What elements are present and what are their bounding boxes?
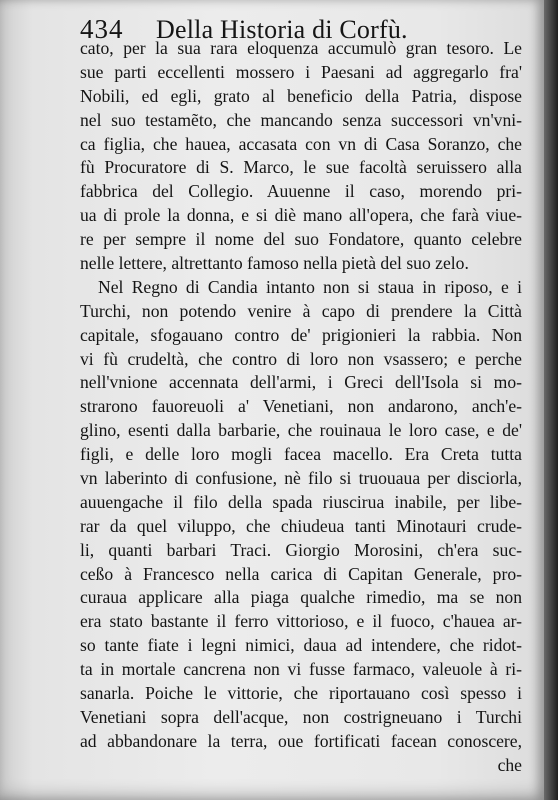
text-line: figli, e delle loro mogli facea macello. Era Creta tutta	[80, 444, 522, 465]
text-line: so tante fiate i legni nimici, daua ad intendere, che ridot-	[80, 635, 522, 656]
text-line: era stato bastante il ferro vittorioso, e il fuoco, c'hauea ar-	[80, 611, 522, 632]
text-line: sanarla. Poiche le vittorie, che riportauano così spesso i	[80, 683, 522, 704]
text-line: nel suo testamẽto, che mancando senza successori vn'vni-	[80, 109, 522, 130]
text-line: capitale, sfogauano contro de' prigionieri la rabbia. Non	[80, 324, 522, 345]
text-line: ca figlia, che hauea, accasata con vn di Casa Soranzo, che	[80, 133, 522, 154]
paragraph-1	[80, 37, 522, 276]
text-line: sue parti eccellenti mossero i Paesani ad aggregarlo fra'	[80, 61, 522, 82]
catchword: che	[497, 754, 522, 775]
text-line: ad abbandonare la terra, oue fortificati facean conoscere,	[80, 730, 522, 751]
text-line: rar da quel viluppo, che chiudeua tanti Minotauri crude-	[80, 515, 522, 536]
text-line: ceßo à Francesco nella carica di Capitan Generale, pro-	[80, 563, 522, 584]
text-line: ua di prole la donna, e si diè mano all'opera, che farà viue-	[80, 205, 522, 226]
text-line: cato, per la sua rara eloquenza accumulò gran tesoro. Le	[80, 38, 522, 58]
text-line: vi fù crudeltà, che contro di loro non vsassero; e perche	[80, 348, 522, 369]
text-line: fabbrica del Collegio. Auuenne il caso, morendo pri-	[80, 181, 522, 202]
text-line: curaua applicare alla piaga qualche rimedio, ma se non	[80, 587, 522, 608]
text-line: Venetiani sopra dell'acque, non costrigneuano i Turchi	[80, 706, 522, 727]
text-line: auuengache il filo della spada riuscirua inabile, per libe-	[80, 491, 522, 512]
text-line: nell'vnione accennata dell'armi, i Greci dell'Isola si mo-	[80, 372, 522, 393]
text-line: Nobili, ed egli, grato al beneficio della Patria, dispose	[80, 85, 522, 106]
text-line: Nel Regno di Candia intanto non si staua in riposo, e i	[98, 276, 522, 297]
text-line: li, quanti barbari Traci. Giorgio Morosini, ch'era suc-	[80, 539, 522, 560]
body-text	[80, 37, 522, 778]
text-line: Turchi, non potendo venire à capo di prendere la Città	[80, 300, 522, 321]
page-edge-shadow	[544, 0, 558, 800]
text-line: vn laberinto di confusione, nè filo si truouaua per disciorla,	[80, 468, 522, 489]
paragraph-2	[80, 276, 522, 754]
text-line: ta in mortale cancrena non vi fusse farmaco, valeuole à ri-	[80, 659, 522, 680]
text-line: glino, esenti dalla barbarie, che rouinaua le loro case, e de'	[80, 420, 522, 441]
running-title: Della Historia di Corfù.	[156, 15, 408, 44]
text-line: re per sempre il nome del suo Fondatore, quanto celebre	[80, 229, 522, 250]
text-line: fù Procuratore di S. Marco, le sue facoltà seruissero alla	[80, 157, 522, 178]
page-number: 434	[80, 14, 124, 44]
text-line: strarono fauoreuoli a' Venetiani, non andarono, anch'e-	[80, 396, 522, 417]
text-line: nelle lettere, altrettanto famoso nella pietà del suo zelo.	[80, 253, 469, 274]
